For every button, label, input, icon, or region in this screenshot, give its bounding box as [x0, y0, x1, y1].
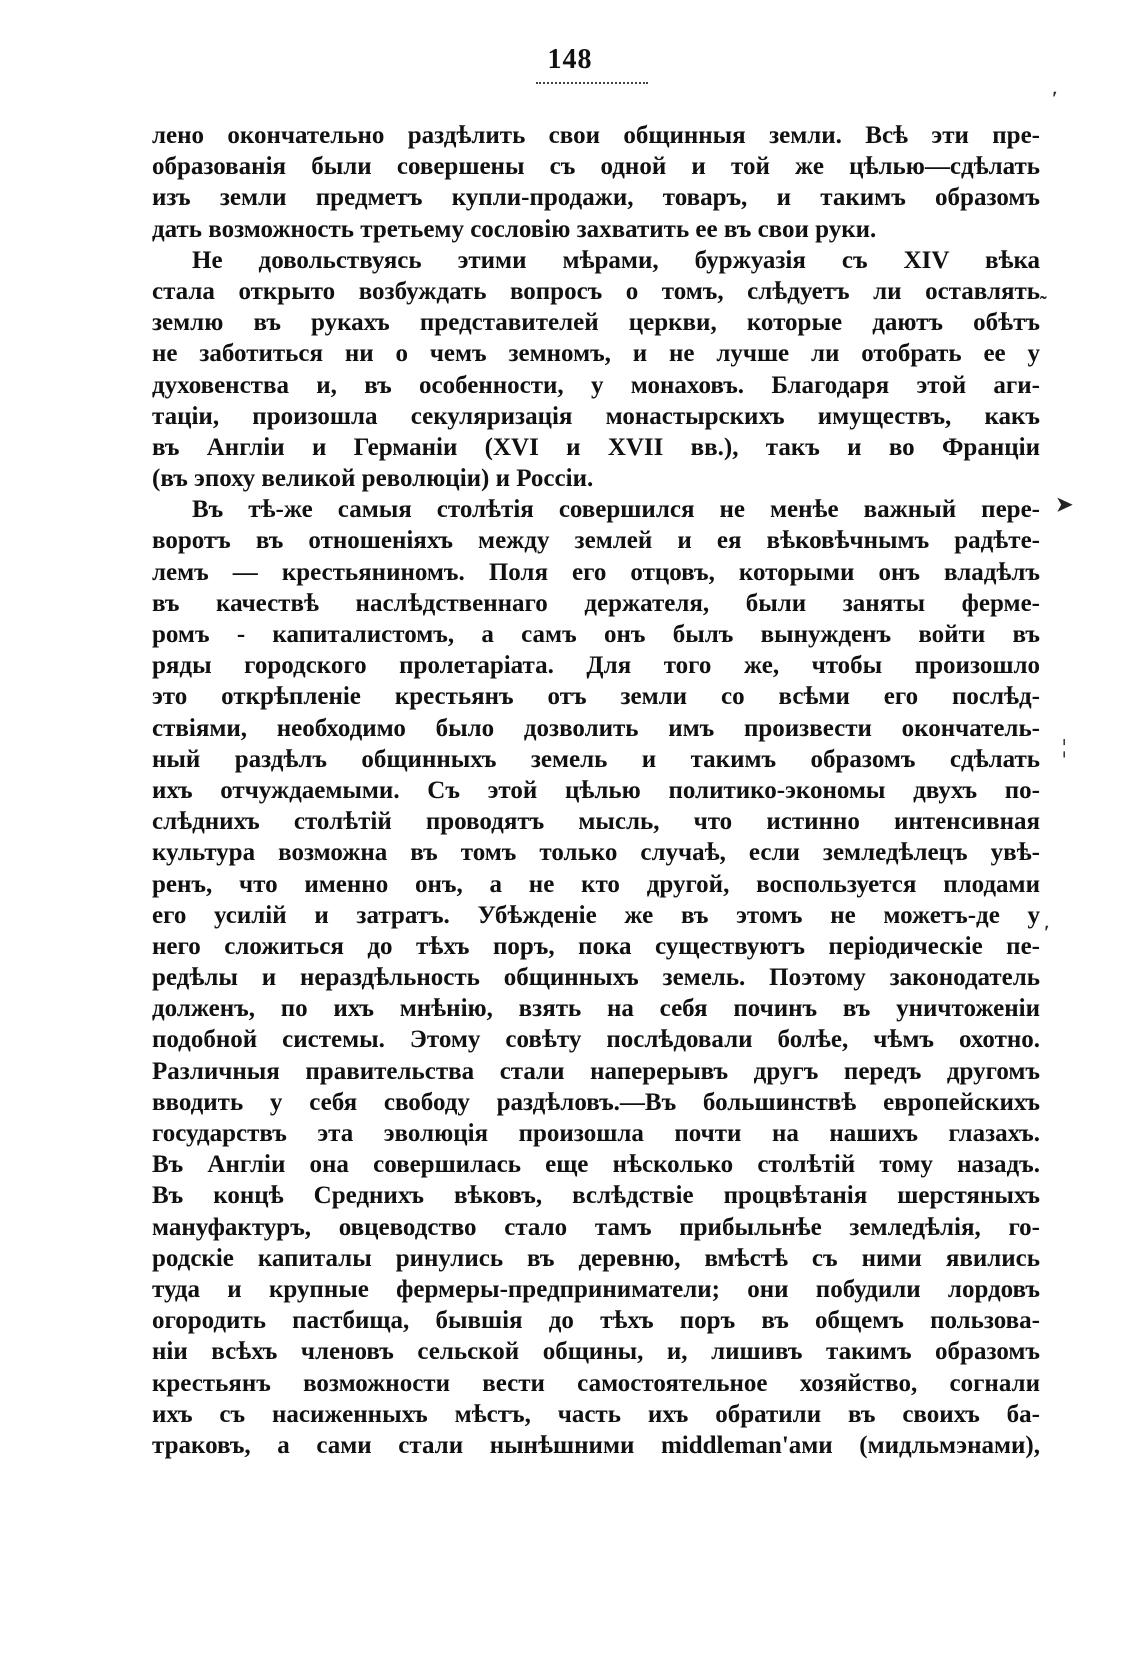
text-line: изъ земли предметъ купли-продажи, товаръ, и такимъ образомъ: [152, 184, 1040, 212]
text-line: ромъ - капиталистомъ, а самъ онъ былъ вынужденъ войти въ: [152, 621, 1040, 648]
margin-mark: ➤: [1056, 494, 1073, 516]
text-line: мануфактуръ, овцеводство стало тамъ прибыльнѣе земледѣлія, го-: [152, 1213, 1040, 1241]
text-line: крестьянъ возможности вести самостоятельное хозяйство, согнали: [152, 1369, 1040, 1397]
paragraph-1: [152, 120, 1040, 245]
text-line: не заботиться ни о чемъ земномъ, и не лучше ли отобрать ее у: [152, 340, 1040, 368]
text-line: долженъ, по ихъ мнѣнію, взять на себя починъ въ уничтоженіи: [152, 995, 1040, 1023]
page-number: 148: [547, 44, 593, 75]
margin-mark: ˷: [1040, 278, 1047, 300]
text-line: ихъ съ насиженныхъ мѣстъ, часть ихъ обратили въ своихъ ба-: [152, 1400, 1040, 1428]
body-text: [152, 120, 1040, 1461]
text-line: его усилій и затратъ. Убѣжденіе же въ этомъ не можетъ-де у: [152, 901, 1040, 929]
text-line: стала открыто возбуждать вопросъ о томъ, слѣдуетъ ли оставлять: [152, 277, 1040, 305]
text-line: дать возможность третьему сословію захватить ее въ свои руки.: [152, 215, 877, 243]
text-line: таціи, произошла секуляризація монастырскихъ имуществъ, какъ: [152, 402, 1040, 430]
text-line: духовенства и, въ особенности, у монаховъ. Благодаря этой аги-: [152, 371, 1040, 399]
page-number-rule: [536, 82, 648, 84]
text-line: Не довольствуясь этими мѣрами, буржуазія съ XIV вѣка: [192, 246, 1040, 274]
text-line: ніи всѣхъ членовъ сельской общины, и, лишивъ такимъ образомъ: [152, 1338, 1040, 1366]
text-line: образованія были совершены съ одной и той же цѣлью—сдѣлать: [152, 153, 1040, 181]
text-line: туда и крупные фермеры-предприниматели; они побудили лордовъ: [152, 1275, 1040, 1303]
text-line: огородить пастбища, бывшія до тѣхъ поръ въ общемъ пользова-: [152, 1307, 1040, 1335]
text-line: ствіями, необходимо было дозволить имъ произвести окончатель-: [152, 714, 1040, 742]
text-line: подобной системы. Этому совѣту послѣдовали болѣе, чѣмъ охотно.: [152, 1026, 1040, 1054]
text-line: слѣднихъ столѣтій проводятъ мысль, что истинно интенсивная: [152, 808, 1040, 836]
text-line: это открѣпленіе крестьянъ отъ земли со всѣми его послѣд-: [152, 683, 1040, 711]
text-line: Въ концѣ Среднихъ вѣковъ, вслѣдствіе процвѣтанія шерстяныхъ: [152, 1182, 1040, 1210]
text-line: Различныя правительства стали наперерывъ другъ передъ другомъ: [152, 1057, 1040, 1085]
text-line: ихъ отчуждаемыми. Съ этой цѣлью политико-экономы двухъ по-: [152, 776, 1040, 804]
text-line: траковъ, а сами стали нынѣшними middleman'ами (мидльмэнами),: [152, 1431, 1040, 1459]
text-line: землю въ рукахъ представителей церкви, которые даютъ обѣтъ: [152, 309, 1040, 337]
paragraph-3: [152, 494, 1040, 1461]
text-line: Въ Англіи она совершилась еще нѣсколько столѣтій тому назадъ.: [152, 1151, 1040, 1179]
text-line: Въ тѣ-же самыя столѣтія совершился не менѣе важный пере-: [192, 496, 1040, 524]
text-line: культура возможна въ томъ только случаѣ, если земледѣлецъ увѣ-: [152, 839, 1040, 867]
text-line: воротъ въ отношеніяхъ между землей и ея вѣковѣчнымъ радѣте-: [152, 527, 1040, 555]
margin-mark: ¦: [1062, 736, 1067, 758]
text-line: государствъ эта эволюція произошла почти на нашихъ глазахъ.: [152, 1120, 1040, 1147]
text-line: редѣлы и нераздѣльность общинныхъ земель. Поэтому законодатель: [152, 964, 1040, 992]
margin-mark: ʹ: [1052, 88, 1058, 110]
paragraph-2: [152, 245, 1040, 495]
text-line: въ Англіи и Германіи (XVI и XVII вв.), такъ и во Франціи: [152, 433, 1040, 461]
margin-mark: ʹ: [1044, 922, 1050, 944]
text-line: лемъ — крестьяниномъ. Поля его отцовъ, которыми онъ владѣлъ: [152, 558, 1040, 586]
text-line: лено окончательно раздѣлить свои общинныя земли. Всѣ эти пре-: [152, 122, 1040, 149]
text-line: вводить у себя свободу раздѣловъ.—Въ большинствѣ европейскихъ: [152, 1088, 1040, 1116]
text-line: (въ эпоху великой революціи) и Россіи.: [152, 465, 594, 493]
text-line: родскіе капиталы ринулись въ деревню, вмѣстѣ съ ними явились: [152, 1244, 1040, 1272]
text-line: ряды городского пролетаріата. Для того же, чтобы произошло: [152, 652, 1040, 680]
text-line: въ качествѣ наслѣдственнаго держателя, были заняты ферме-: [152, 589, 1040, 617]
text-line: ный раздѣлъ общинныхъ земель и такимъ образомъ сдѣлать: [152, 745, 1040, 773]
text-line: него сложиться до тѣхъ поръ, пока существуютъ періодическіе пе-: [152, 932, 1040, 960]
text-line: ренъ, что именно онъ, а не кто другой, воспользуется плодами: [152, 870, 1040, 898]
